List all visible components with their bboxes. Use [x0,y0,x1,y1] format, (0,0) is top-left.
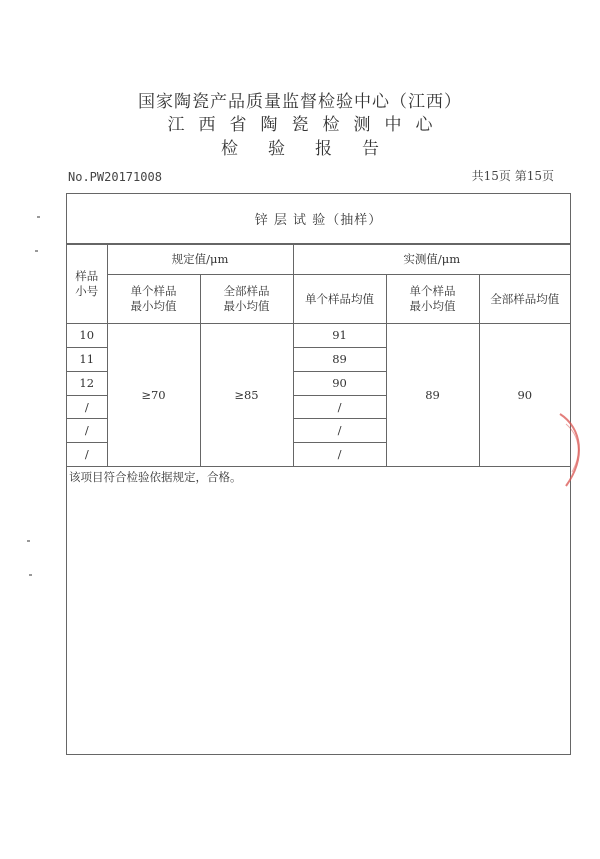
results-table [67,244,570,467]
header-meas-each: 单个样品均值 [293,275,386,324]
sample-no-cell: / [67,396,107,419]
header-line-1: 国家陶瓷产品质量监督检验中心（江西） [138,92,462,112]
measured-cell: / [293,443,386,467]
measured-cell: / [293,419,386,443]
sample-no-cell: 12 [67,372,107,396]
measured-cell: 91 [293,324,386,348]
spec-all-value: ≥85 [200,324,293,467]
conclusion-text: 该项目符合检验依据规定，合格。 [69,470,242,484]
header-spec-group: 规定值/μm [107,245,293,275]
scan-speck [29,574,32,576]
spec-single-value: ≥70 [107,324,200,467]
sample-no-cell: 10 [67,324,107,348]
meas-all-value: 90 [479,324,570,467]
header-line-2: 江西省陶瓷检测中心 [167,115,447,135]
measured-cell: / [293,396,386,419]
sample-no-cell: / [67,443,107,467]
header-measured-group: 实测值/μm [293,245,570,275]
section-title: 锌 层 试 验（抽样） [67,194,570,244]
stamp-edge-icon [556,410,596,490]
page-count: 共15页 第15页 [471,169,554,183]
report-frame [66,193,571,755]
header-meas-single-min: 单个样品 最小均值 [386,275,479,324]
table-row [67,324,570,348]
header-spec-all: 全部样品 最小均值 [200,275,293,324]
meas-single-min-value: 89 [386,324,479,467]
header-sample-no: 样品 小号 [67,245,107,324]
scan-speck [27,540,30,542]
report-number: No.PW20171008 [68,170,162,184]
header-spec-single: 单个样品 最小均值 [107,275,200,324]
header-meas-all: 全部样品均值 [479,275,570,324]
measured-cell: 90 [293,372,386,396]
scan-speck [37,216,40,218]
scan-speck [35,250,38,252]
header-line-3: 检验报告 [221,139,409,159]
sample-no-cell: 11 [67,348,107,372]
sample-no-cell: / [67,419,107,443]
measured-cell: 89 [293,348,386,372]
